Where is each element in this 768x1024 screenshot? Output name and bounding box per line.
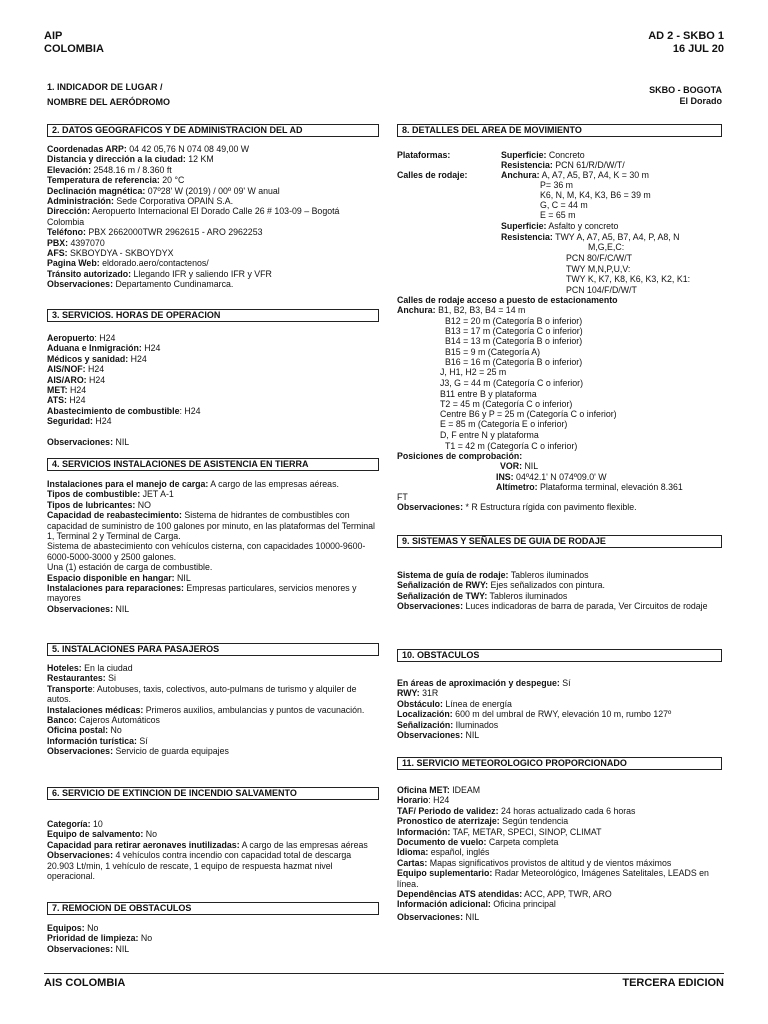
rescue-row-value: No <box>143 829 157 840</box>
geo-row-value: Departamento Cundinamarca. <box>113 279 234 290</box>
met-row-value: ACC, APP, TWR, ARO <box>522 889 612 900</box>
section-7-body <box>47 923 379 954</box>
vor-value: NIL <box>522 461 539 471</box>
refuel-tankers: Sistema de abastecimiento con vehículos cisterna, con capacidades 10000-9600-6000-5000-3000 y 2500 galones. <box>47 541 366 562</box>
geo-row <box>47 227 379 237</box>
section-6-body <box>47 819 379 881</box>
obstacle-row <box>397 688 722 698</box>
check-positions-key: Posiciones de comprobación: <box>397 451 523 461</box>
strength2-line-b: PCN 80/F/C/W/T <box>566 253 632 263</box>
hours-row <box>47 395 379 405</box>
passenger-row <box>47 684 379 705</box>
geo-row-value: 2548.16 m / 8.360 ft <box>91 164 172 175</box>
geo-row <box>47 206 379 227</box>
access-width-b6-p: Centre B6 y P = 25 m (Categoría C o inferior) <box>440 409 617 419</box>
width-value: A, A7, A5, B7, A4, K = 30 m <box>539 170 649 180</box>
removal-row <box>47 944 379 954</box>
met-row-key: TAF/ Periodo de validez: <box>397 805 499 816</box>
section-10-header: 10. OBSTACULOS <box>397 649 722 662</box>
obstacle-row-value: Sí <box>559 678 571 688</box>
section-2-header: 2. DATOS GEOGRAFICOS Y DE ADMINISTRACION DEL AD <box>47 124 379 137</box>
section-11-body <box>397 785 722 922</box>
refuel-key: Capacidad de reabastecimiento: <box>47 510 182 521</box>
met-row-key: Documento de vuelo: <box>397 837 487 848</box>
hours-row-key: Aeropuerto <box>47 333 95 343</box>
hours-row-value: : H24 <box>179 405 201 416</box>
obstacle-row-value: 600 m del umbral de RWY, elevación 10 m, rumbo 127º <box>452 709 672 720</box>
strength2-line-d: TWY K, K7, K8, K6, K3, K2, K1: <box>566 274 691 284</box>
met-row-value: Según tendencia <box>499 816 569 827</box>
ins-key: INS: <box>496 472 514 482</box>
geo-row-key: Elevación: <box>47 164 92 175</box>
altimeter-key: Altímetro: <box>496 482 538 492</box>
obstacle-row-key: Señalización: <box>397 719 454 730</box>
cargo-key: Instalaciones para el manejo de carga: <box>47 479 209 489</box>
hours-row-value: H24 <box>67 385 87 396</box>
section-9-header: 9. SISTEMAS Y SEÑALES DE GUIA DE RODAJE <box>397 535 722 548</box>
met-row <box>397 827 722 837</box>
strength2-value: TWY A, A7, A5, B7, A4, P, A8, N <box>552 232 680 242</box>
guidance-row <box>397 580 722 590</box>
access-width-b15: B15 = 9 m (Categoría A) <box>445 347 541 357</box>
vor-key: VOR: <box>500 461 522 471</box>
hours-row-value: H24 <box>128 353 147 364</box>
guidance-row-value: Luces indicadoras de barra de parada, Ver Circuitos de rodaje <box>463 601 708 612</box>
guidance-row-key: Señalización de RWY: <box>397 580 489 591</box>
met-row <box>397 785 722 795</box>
met-row-value: TAF, METAR, SPECI, SINOP, CLIMAT <box>450 826 602 837</box>
section-10-body <box>397 678 722 740</box>
section-1-title <box>47 80 379 110</box>
hours-row-key: Seguridad: <box>47 416 93 427</box>
hours-row-key: AIS/ARO: <box>47 374 87 385</box>
hours-row <box>47 333 379 343</box>
obstacle-row <box>397 730 722 740</box>
footer-right: TERCERA EDICION <box>622 977 724 989</box>
geo-row <box>47 269 379 279</box>
access-width-b12: B12 = 20 m (Categoría B o inferior) <box>445 316 583 326</box>
rescue-row-key: Capacidad para retirar aeronaves inutilizadas: <box>47 839 240 850</box>
hours-row <box>47 385 379 395</box>
access-width-value: B1, B2, B3, B4 = 14 m <box>435 305 526 315</box>
removal-row-value: No <box>138 933 153 944</box>
rescue-row <box>47 840 379 850</box>
met-row <box>397 858 722 868</box>
geo-row-value: Aeropuerto Internacional El Dorado Calle 26 # 103-09 – Bogotá Colombia <box>47 206 340 227</box>
passenger-row-value: Cajeros Automáticos <box>76 715 160 726</box>
access-width-key: Anchura: <box>397 305 436 315</box>
section-4-header: 4. SERVICIOS INSTALACIONES DE ASISTENCIA EN TIERRA <box>47 458 379 471</box>
met-row-key: Oficina MET: <box>397 785 450 795</box>
guidance-row <box>397 570 722 580</box>
guidance-row-value: Tableros iluminados <box>508 570 589 580</box>
section-11-observations <box>397 912 722 922</box>
passenger-row-key: Oficina postal: <box>47 725 109 736</box>
geo-row <box>47 175 379 185</box>
hours-row <box>47 364 379 374</box>
obstacle-row-key: En áreas de aproximación y despegue: <box>397 678 560 688</box>
geo-row-key: Distancia y dirección a la ciudad: <box>47 154 186 165</box>
strength2-line-e: PCN 104/F/D/W/T <box>566 285 637 295</box>
section-6-header: 6. SERVICIO DE EXTINCION DE INCENDIO SALVAMENTO <box>47 787 379 800</box>
access-width-b16: B16 = 16 m (Categoría B o inferior) <box>445 357 583 367</box>
obstacle-row-value: NIL <box>463 730 480 741</box>
geo-row-value: 12 KM <box>185 154 214 165</box>
geo-row-value: Sede Corporativa OPAIN S.A. <box>113 196 234 207</box>
fuel-value: JET A-1 <box>140 489 174 500</box>
geo-row-key: Tránsito autorizado: <box>47 268 132 279</box>
passenger-row-value: En la ciudad <box>81 663 133 673</box>
removal-row-value: No <box>84 923 99 933</box>
hours-row-key: Aduana e Inmigración: <box>47 343 142 354</box>
repair-value: Empresas particulares, servicios menores y mayores <box>47 583 357 604</box>
obs-key: Observaciones: <box>47 436 114 447</box>
geo-row <box>47 248 379 258</box>
strength2-line-c: TWY M,N,P,U,V: <box>566 264 631 274</box>
aip-label: AIP <box>44 30 63 42</box>
passenger-row-key: Banco: <box>47 715 77 726</box>
access-width-t2: T2 = 45 m (Categoría C o inferior) <box>440 399 573 409</box>
hours-row <box>47 406 379 416</box>
passenger-row <box>47 746 379 756</box>
section-11-header: 11. SERVICIO METEOROLOGICO PROPORCIONADO <box>397 757 722 770</box>
surface2-key: Superficie: <box>501 221 547 231</box>
rescue-row-key: Categoría: <box>47 819 91 829</box>
geo-row-value: 04 42 05,76 N 074 08 49,00 W <box>126 144 250 154</box>
hours-row-value: H24 <box>141 343 161 354</box>
met-row-key: Cartas: <box>397 857 428 868</box>
met-row <box>397 795 722 805</box>
lubricant-key: Tipos de lubricantes: <box>47 499 136 510</box>
guidance-row <box>397 601 722 611</box>
guidance-row-value: Ejes señalizados con pintura. <box>488 580 605 591</box>
passenger-row-key: Restaurantes: <box>47 673 106 684</box>
met-row <box>397 816 722 826</box>
met-row-key: Equipo suplementario: <box>397 868 493 879</box>
aerodrome-name: El Dorado <box>679 96 722 106</box>
footer-rule <box>44 973 724 974</box>
geo-row-value: SKBOYDYA - SKBOYDYX <box>67 248 174 259</box>
aerodrome-id <box>649 85 722 107</box>
aerodrome-code: SKBO - BOGOTA <box>649 85 722 95</box>
met-row <box>397 806 722 816</box>
rescue-row-value: 10 <box>90 819 103 829</box>
met-row-key: Horario <box>397 795 429 806</box>
geo-row <box>47 258 379 268</box>
guidance-row-key: Observaciones: <box>397 601 464 612</box>
hours-row <box>47 375 379 385</box>
passenger-row-value: Sí <box>136 735 148 746</box>
hangar-key: Espacio disponible en hangar: <box>47 572 175 583</box>
passenger-row-key: Instalaciones médicas: <box>47 704 144 715</box>
obs-key: Observaciones: <box>47 603 114 614</box>
access-width-d-f: D, F entre N y plataforma <box>440 430 539 440</box>
geo-row-value: PBX 2662000TWR 2962615 - ARO 2962253 <box>85 227 263 238</box>
obs-key: Observaciones: <box>397 502 464 512</box>
hours-row-value: H24 <box>85 364 105 375</box>
hours-row-value: H24 <box>92 416 112 427</box>
passenger-row-value: Si <box>105 673 116 684</box>
geo-row <box>47 154 379 164</box>
section-7-header: 7. REMOCION DE OBSTACULOS <box>47 902 379 915</box>
geo-row <box>47 165 379 175</box>
hours-row <box>47 354 379 364</box>
geo-row <box>47 196 379 206</box>
obstacle-row-value: Línea de energía <box>442 698 512 709</box>
section-3-header: 3. SERVICIOS. HORAS DE OPERACION <box>47 309 379 322</box>
met-row-key: Información: <box>397 826 451 837</box>
width-line-3: G, C = 44 m <box>540 200 588 210</box>
footer-left: AIS COLOMBIA <box>44 977 126 989</box>
cargo-value: A cargo de las empresas aéreas. <box>208 479 339 489</box>
rescue-row-value: 4 vehículos contra incendio con capacidad total de descarga 20.903 Lt/min, 1 vehículo de rescate, 1 equipo de respuesta hazmat nivel operacional. <box>47 850 352 882</box>
ins-value: 04º42.1' N 074º09.0' W <box>513 472 607 482</box>
width-line-1: P= 36 m <box>540 180 574 190</box>
section-4-body <box>47 479 379 614</box>
obstacle-row <box>397 678 722 688</box>
section-9-body <box>397 570 722 612</box>
surface-key: Superficie: <box>501 150 547 160</box>
passenger-row-value: No <box>108 725 122 736</box>
passenger-row <box>47 715 379 725</box>
hangar-value: NIL <box>174 572 191 583</box>
platforms-key: Plataformas: <box>397 150 451 160</box>
passenger-row-key: Transporte <box>47 683 93 694</box>
strength-value: PCN 61/R/D/W/T/ <box>552 160 625 170</box>
met-row-value: Oficina principal <box>490 899 556 910</box>
geo-row-key: AFS: <box>47 248 68 259</box>
section-3-observations <box>47 437 379 447</box>
geo-row-value: Llegando IFR y saliendo IFR y VFR <box>131 268 272 279</box>
obstacle-row-value: 31R <box>419 688 439 699</box>
access-width-b11: B11 entre B y plataforma <box>440 389 537 399</box>
obs-value: NIL <box>463 911 480 922</box>
access-width-b14: B14 = 13 m (Categoría B o inferior) <box>445 336 583 346</box>
lubricant-value: NO <box>135 499 151 510</box>
met-row <box>397 868 722 889</box>
page-code: AD 2 - SKBO 1 <box>648 30 724 42</box>
rescue-row <box>47 829 379 839</box>
width-key: Anchura: <box>501 170 540 180</box>
fuel-key: Tipos de combustible: <box>47 489 141 500</box>
met-row <box>397 847 722 857</box>
header-left <box>44 30 104 56</box>
access-width-b13: B13 = 17 m (Categoría C o inferior) <box>445 326 583 336</box>
passenger-row-key: Observaciones: <box>47 746 114 757</box>
met-row-value: Radar Meteorológico, Imágenes Satelitales, LEADS en línea. <box>397 868 709 889</box>
geo-row-key: Coordenadas ARP: <box>47 144 127 154</box>
geo-row <box>47 186 379 196</box>
obstacle-row-value: Iluminados <box>453 719 499 730</box>
geo-row <box>47 144 379 154</box>
passenger-row-value: Servicio de guarda equipajes <box>113 746 229 757</box>
altimeter-unit: FT <box>397 492 408 502</box>
surface-value: Concreto <box>546 150 585 160</box>
obstacle-row <box>397 720 722 730</box>
width-line-4: E = 65 m <box>540 210 576 220</box>
obstacle-row-key: Obstáculo: <box>397 698 443 709</box>
geo-row-key: PBX: <box>47 237 69 248</box>
section-8-header: 8. DETALLES DEL AREA DE MOVIMIENTO <box>397 124 722 137</box>
hours-row-key: Abastecimiento de combustible <box>47 405 180 416</box>
section-5-body <box>47 663 379 757</box>
hours-row-value: H24 <box>86 374 106 385</box>
met-row-value: IDEAM <box>449 785 481 795</box>
taxiways-key: Calles de rodaje: <box>397 170 468 180</box>
hours-row-value: : H24 <box>94 333 116 343</box>
access-width-j3-g: J3, G = 44 m (Categoría C o inferior) <box>440 378 584 388</box>
rescue-row <box>47 850 379 881</box>
obs-key: Observaciones: <box>397 911 464 922</box>
geo-row-key: Declinación magnética: <box>47 185 146 196</box>
altimeter-value: Plataforma terminal, elevación 8.361 <box>537 482 683 492</box>
access-width-t1: T1 = 42 m (Categoría C o inferior) <box>445 441 578 451</box>
passenger-row <box>47 736 379 746</box>
passenger-row <box>47 725 379 735</box>
section-1-title-line1: 1. INDICADOR DE LUGAR / <box>47 82 163 92</box>
hours-row-value: H24 <box>66 395 86 406</box>
passenger-row-value: Primeros auxilios, ambulancias y puntos de vacunación. <box>143 704 365 715</box>
guidance-row-value: Tableros iluminados <box>487 590 568 601</box>
removal-row <box>47 923 379 933</box>
met-row-key: Dependências ATS atendidas: <box>397 889 523 900</box>
geo-row-key: Administración: <box>47 196 114 207</box>
passenger-row-value: : Autobuses, taxis, colectivos, auto-pulmans de turismo y alquiler de autos. <box>47 683 357 705</box>
met-row <box>397 899 722 909</box>
geo-row-key: Teléfono: <box>47 227 86 238</box>
geo-row-key: Temperatura de referencia: <box>47 175 160 186</box>
met-row-key: Información adicional: <box>397 899 491 910</box>
geo-row-key: Observaciones: <box>47 279 114 290</box>
passenger-row <box>47 673 379 683</box>
passenger-row-key: Hoteles: <box>47 663 82 673</box>
obs-value: NIL <box>113 603 130 614</box>
strength-key: Resistencia: <box>501 160 553 170</box>
removal-row <box>47 933 379 943</box>
country-label: COLOMBIA <box>44 43 104 55</box>
width-line-2: K6, N, M, K4, K3, B6 = 39 m <box>540 190 651 200</box>
rescue-row-key: Observaciones: <box>47 850 114 861</box>
geo-row-key: Dirección: <box>47 206 91 217</box>
guidance-row-key: Sistema de guía de rodaje: <box>397 570 509 580</box>
guidance-row <box>397 591 722 601</box>
access-width-j-h: J, H1, H2 = 25 m <box>440 367 507 377</box>
hours-row-key: MET: <box>47 385 68 396</box>
met-row <box>397 837 722 847</box>
repair-key: Instalaciones para reparaciones: <box>47 583 184 594</box>
removal-row-key: Observaciones: <box>47 943 114 954</box>
met-row-value: Carpeta completa <box>486 837 559 848</box>
geo-row-value: 07º28' W (2019) / 00º 09' W anual <box>145 185 280 196</box>
met-row-value: 24 horas actualizado cada 6 horas <box>498 805 636 816</box>
rescue-row-value: A cargo de las empresas aéreas <box>239 839 368 850</box>
obs-value: * R Estructura rígida con pavimento flexible. <box>463 502 637 512</box>
obstacle-row-key: Localización: <box>397 709 453 720</box>
obstacle-row-key: Observaciones: <box>397 730 464 741</box>
geo-row-value: 4397070 <box>68 237 105 248</box>
removal-row-key: Prioridad de limpieza: <box>47 933 139 944</box>
rescue-row-key: Equipo de salvamento: <box>47 829 144 840</box>
refuel-value: Sistema de hidrantes de combustibles con capacidad de suministro de 100 galones por minuto, en las plataformas del Terminal 1, Terminal 2 y Terminal de Carga. <box>47 510 375 542</box>
geo-row-value: eldorado.aero/contactenos/ <box>99 258 209 269</box>
obstacle-row-key: RWY: <box>397 688 420 699</box>
geo-row <box>47 279 379 289</box>
removal-row-key: Equipos: <box>47 923 85 933</box>
met-row-value: Mapas significativos provistos de altitud y de vientos máximos <box>427 857 672 868</box>
access-taxiways-title: Calles de rodaje acceso a puesto de estacionamento <box>397 295 618 305</box>
hours-row-key: ATS: <box>47 395 67 406</box>
passenger-row-key: Información turística: <box>47 735 137 746</box>
removal-row-value: NIL <box>113 943 130 954</box>
guidance-row-key: Señalización de TWY: <box>397 590 488 601</box>
page-date: 16 JUL 20 <box>672 43 724 55</box>
met-row-key: Pronostico de aterrizaje: <box>397 816 500 827</box>
hours-row <box>47 416 379 426</box>
passenger-row <box>47 705 379 715</box>
geo-row <box>47 238 379 248</box>
access-width-e: E = 85 m (Categoría E o inferior) <box>440 419 568 429</box>
geo-row-value: 20 °C <box>159 175 185 186</box>
strength2-key: Resistencia: <box>501 232 553 242</box>
hours-row <box>47 343 379 353</box>
refuel-station: Una (1) estación de carga de combustible. <box>47 562 213 573</box>
met-row-key: Idioma: <box>397 847 429 858</box>
section-3-body <box>47 333 379 447</box>
met-row <box>397 889 722 899</box>
header-right <box>648 30 724 56</box>
hours-row-key: AIS/NOF: <box>47 364 86 375</box>
obstacle-row <box>397 699 722 709</box>
met-row-value: español, inglés <box>428 847 490 858</box>
met-row-value: : H24 <box>428 795 450 806</box>
section-1-title-line2: NOMBRE DEL AERÓDROMO <box>47 97 171 107</box>
passenger-row <box>47 663 379 673</box>
obstacle-row <box>397 709 722 719</box>
section-5-header: 5. INSTALACIONES PARA PASAJEROS <box>47 643 379 656</box>
hours-row-key: Médicos y sanidad: <box>47 353 129 364</box>
section-2-body <box>47 144 379 290</box>
geo-row-key: Pagina Web: <box>47 258 100 269</box>
obs-value: NIL <box>113 436 130 447</box>
rescue-row <box>47 819 379 829</box>
surface2-value: Asfalto y concreto <box>546 221 619 231</box>
strength2-line-a: M,G,E,C: <box>588 242 625 252</box>
